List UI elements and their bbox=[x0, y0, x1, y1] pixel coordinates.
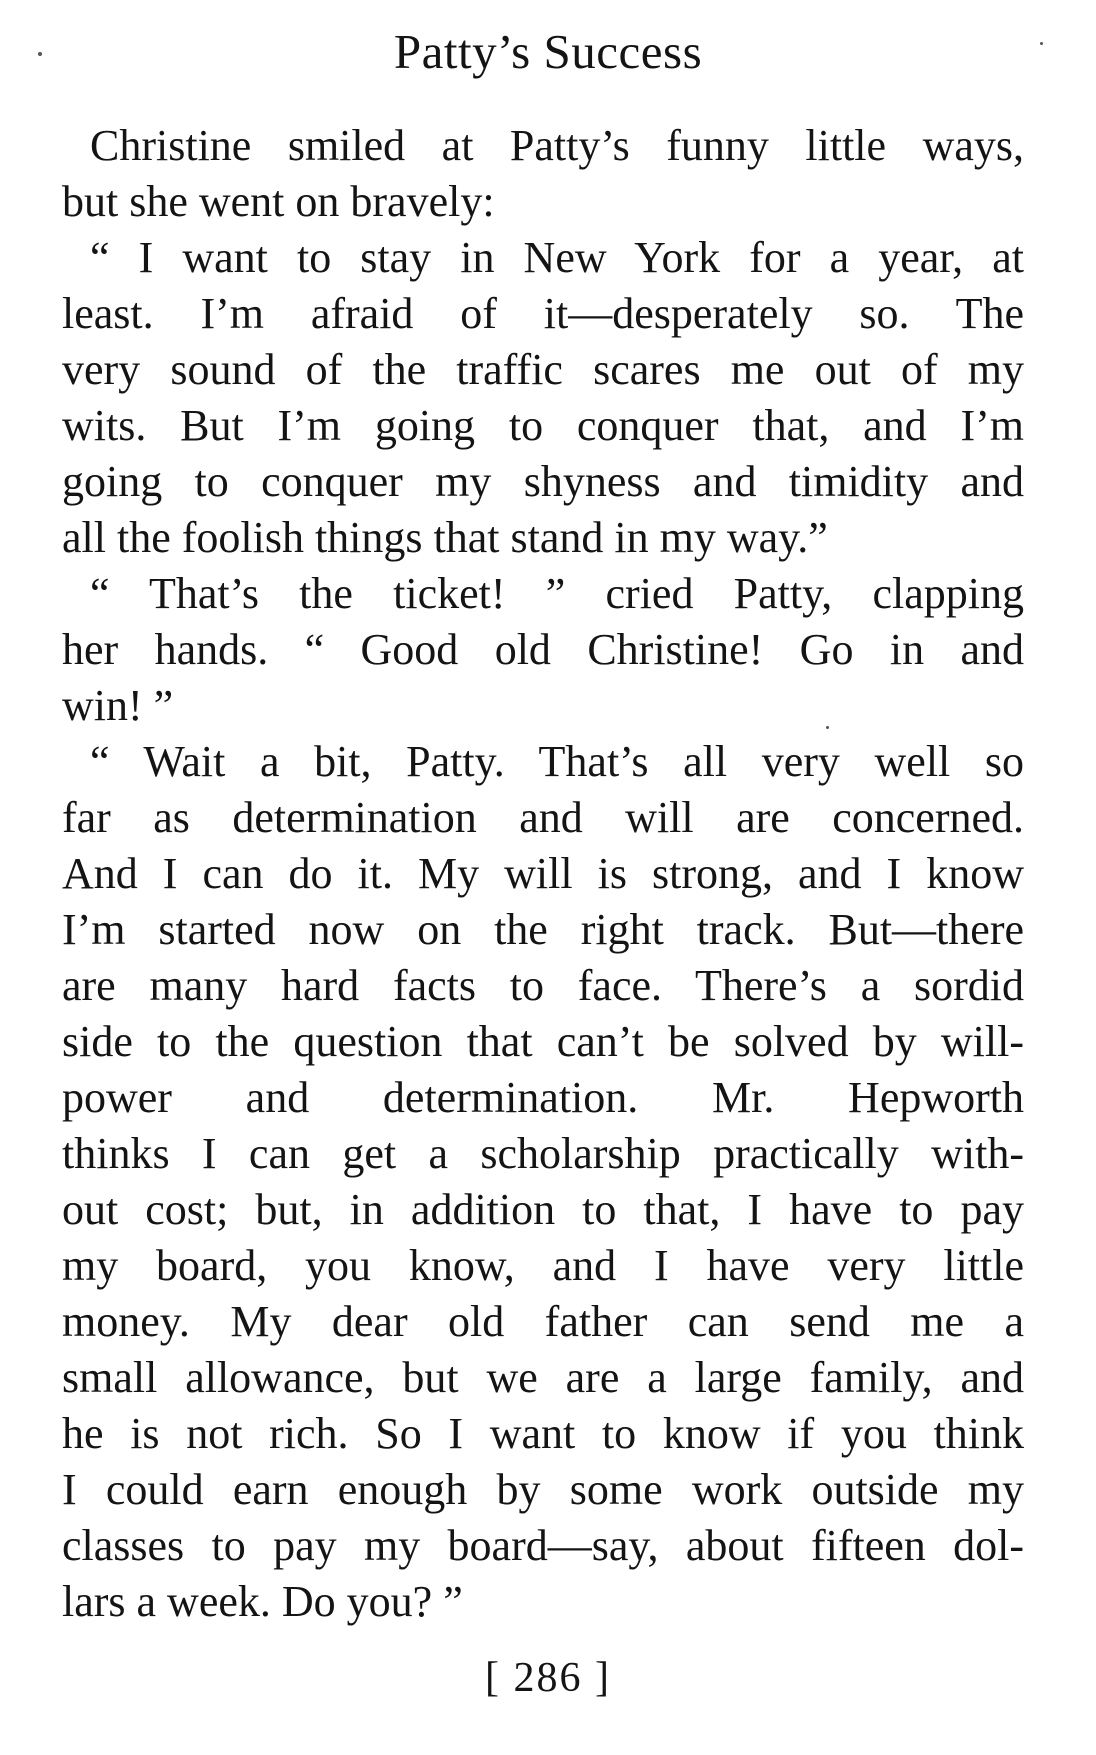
text-line: side to the question that can’t be solved by will- bbox=[62, 1017, 1024, 1066]
text-line: her hands. “ Good old Christine! Go in and bbox=[62, 625, 1024, 674]
text-line: far as determination and will are concerned. bbox=[62, 793, 1024, 842]
text-line: lars a week. Do you? ” bbox=[62, 1577, 463, 1626]
text-line: least. I’m afraid of it—desperately so. The bbox=[62, 289, 1024, 338]
print-speck bbox=[826, 726, 829, 729]
text-line: classes to pay my board—say, about fifteen dol- bbox=[62, 1521, 1024, 1570]
text-line: small allowance, but we are a large family, and bbox=[62, 1353, 1024, 1402]
text-line: very sound of the traffic scares me out of my bbox=[62, 345, 1024, 394]
text-line: power and determination. Mr. Hepworth bbox=[62, 1073, 1024, 1122]
text-line: going to conquer my shyness and timidity and bbox=[62, 457, 1024, 506]
text-line: And I can do it. My will is strong, and I know bbox=[62, 849, 1024, 898]
text-line: “ I want to stay in New York for a year, at bbox=[90, 233, 1024, 282]
print-speck bbox=[38, 52, 42, 56]
text-line: wits. But I’m going to conquer that, and I’m bbox=[62, 401, 1024, 450]
page-number: [ 286 ] bbox=[485, 1655, 611, 1701]
text-line: Christine smiled at Patty’s funny little ways, bbox=[90, 121, 1024, 170]
text-line: all the foolish things that stand in my way.” bbox=[62, 513, 828, 562]
text-line: are many hard facts to face. There’s a sordid bbox=[62, 961, 1024, 1010]
text-line: he is not rich. So I want to know if you think bbox=[62, 1409, 1024, 1458]
text-line: “ That’s the ticket! ” cried Patty, clapping bbox=[90, 569, 1024, 618]
print-speck bbox=[1040, 42, 1043, 45]
text-line: win! ” bbox=[62, 681, 174, 730]
text-line: thinks I can get a scholarship practically with- bbox=[62, 1129, 1024, 1178]
running-head: Patty’s Success bbox=[393, 24, 703, 79]
text-line: I’m started now on the right track. But—there bbox=[62, 905, 1024, 954]
text-line: “ Wait a bit, Patty. That’s all very well so bbox=[90, 737, 1024, 786]
text-line: out cost; but, in addition to that, I have to pay bbox=[62, 1185, 1024, 1234]
text-line: money. My dear old father can send me a bbox=[62, 1297, 1024, 1346]
body-text bbox=[62, 118, 1024, 1630]
text-line: I could earn enough by some work outside my bbox=[62, 1465, 1024, 1514]
text-line: my board, you know, and I have very little bbox=[62, 1241, 1024, 1290]
text-line: but she went on bravely: bbox=[62, 177, 495, 226]
